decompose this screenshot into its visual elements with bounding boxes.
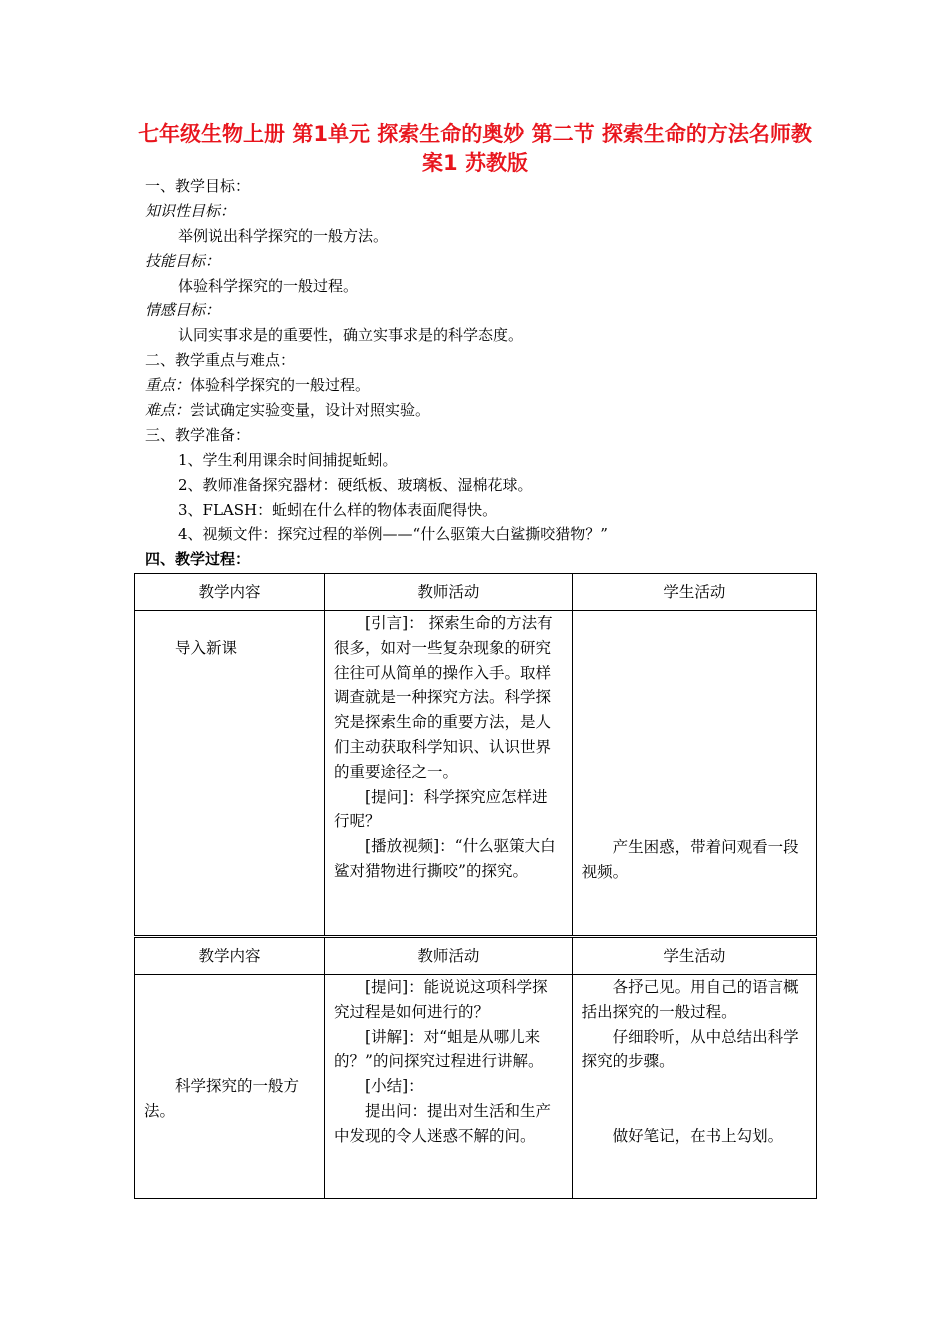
header-student: 学生活动 (572, 574, 816, 611)
difficulty-line (145, 400, 430, 420)
table-row (135, 975, 817, 1199)
knowledge-goal-label: 知识性目标： (145, 202, 236, 220)
header-student: 学生活动 (572, 937, 816, 975)
section-3-heading: 三、教学准备： (145, 426, 251, 444)
table-row (135, 611, 817, 937)
teaching-process-table (134, 573, 817, 1199)
row2-student-para: 做好笔记，在书上勾划。 (612, 1127, 784, 1146)
row2-content-cell (135, 975, 325, 1199)
key-point-text: 体验科学探究的一般过程。 (190, 376, 371, 394)
header-teacher: 教师活动 (325, 937, 573, 975)
row1-student-cell (572, 611, 816, 937)
skill-goal-label: 技能目标： (145, 252, 221, 270)
emotion-goal-label: 情感目标： (145, 301, 221, 319)
header-teacher: 教师活动 (325, 574, 573, 611)
row1-content: 导入新课 (175, 639, 238, 657)
row1-teacher-para: [提问]：科学探究应怎样进行呢？ (334, 787, 548, 831)
row2-student-cell (572, 975, 816, 1199)
row1-teacher-para: [播放视频]：“什么驱策大白鲨对猎物进行撕咬”的探究。 (334, 837, 556, 880)
row2-teacher-para: [小结]： (365, 1077, 424, 1096)
row2-student-para: 各抒己见。用自己的语言概括出探究的一般过程。 (581, 978, 799, 1021)
document-title: 七年级生物上册 第1单元 探索生命的奥妙 第二节 探索生命的方法名师教案1 苏教版 (138, 122, 812, 175)
difficulty-label: 难点： (145, 401, 191, 419)
skill-goal-text: 体验科学探究的一般过程。 (178, 277, 359, 295)
table-header-row (135, 574, 817, 611)
prep-item: 1、学生利用课余时间捕捉蚯蚓。 (178, 451, 398, 469)
row1-teacher-cell (325, 611, 573, 937)
prep-item: 4、视频文件：探究过程的举例——“什么驱策大白鲨撕咬猎物？” (178, 525, 608, 543)
prep-item: 2、教师准备探究器材：硬纸板、玻璃板、湿棉花球。 (178, 476, 533, 494)
key-point-line (145, 375, 370, 395)
row1-student-para: 产生困惑，带着问观看一段视频。 (581, 838, 799, 881)
row2-teacher-para: [讲解]：对“蛆是从哪儿来的？”的问探究过程进行讲解。 (334, 1027, 544, 1071)
table-header-row (135, 937, 817, 975)
header-content: 教学内容 (135, 937, 325, 975)
row2-content: 科学探究的一般方法。 (144, 1077, 300, 1120)
knowledge-goal-text: 举例说出科学探究的一般方法。 (178, 227, 389, 245)
row2-teacher-para: [提问]：能说说这项科学探究过程是如何进行的？ (334, 978, 548, 1021)
section-4-heading: 四、教学过程： (145, 550, 251, 568)
emotion-goal-text: 认同实事求是的重要性，确立实事求是的科学态度。 (178, 326, 524, 344)
prep-item: 3、FLASH：蚯蚓在什么样的物体表面爬得快。 (178, 501, 498, 519)
row2-teacher-cell (325, 975, 573, 1199)
key-point-label: 重点： (145, 376, 191, 394)
section-2-heading: 二、教学重点与难点： (145, 351, 296, 369)
row1-teacher-para: [引言]： 探索生命的方法有很多，如对一些复杂现象的研究往往可从简单的操作入手。取样调查就是一种探究方法。科学探究是探索生命的重要方法，是人们主动获取科学知识、认识世界的重要途径之一。 (334, 614, 553, 781)
section-1-heading: 一、教学目标： (145, 177, 251, 195)
header-content: 教学内容 (135, 574, 325, 611)
row2-student-para: 仔细聆听，从中总结出科学探究的步骤。 (581, 1027, 799, 1071)
difficulty-text: 尝试确定实验变量，设计对照实验。 (190, 401, 431, 419)
row2-teacher-para: 提出问：提出对生活和生产中发现的令人迷惑不解的问。 (334, 1101, 552, 1145)
row1-content-cell (135, 611, 325, 937)
